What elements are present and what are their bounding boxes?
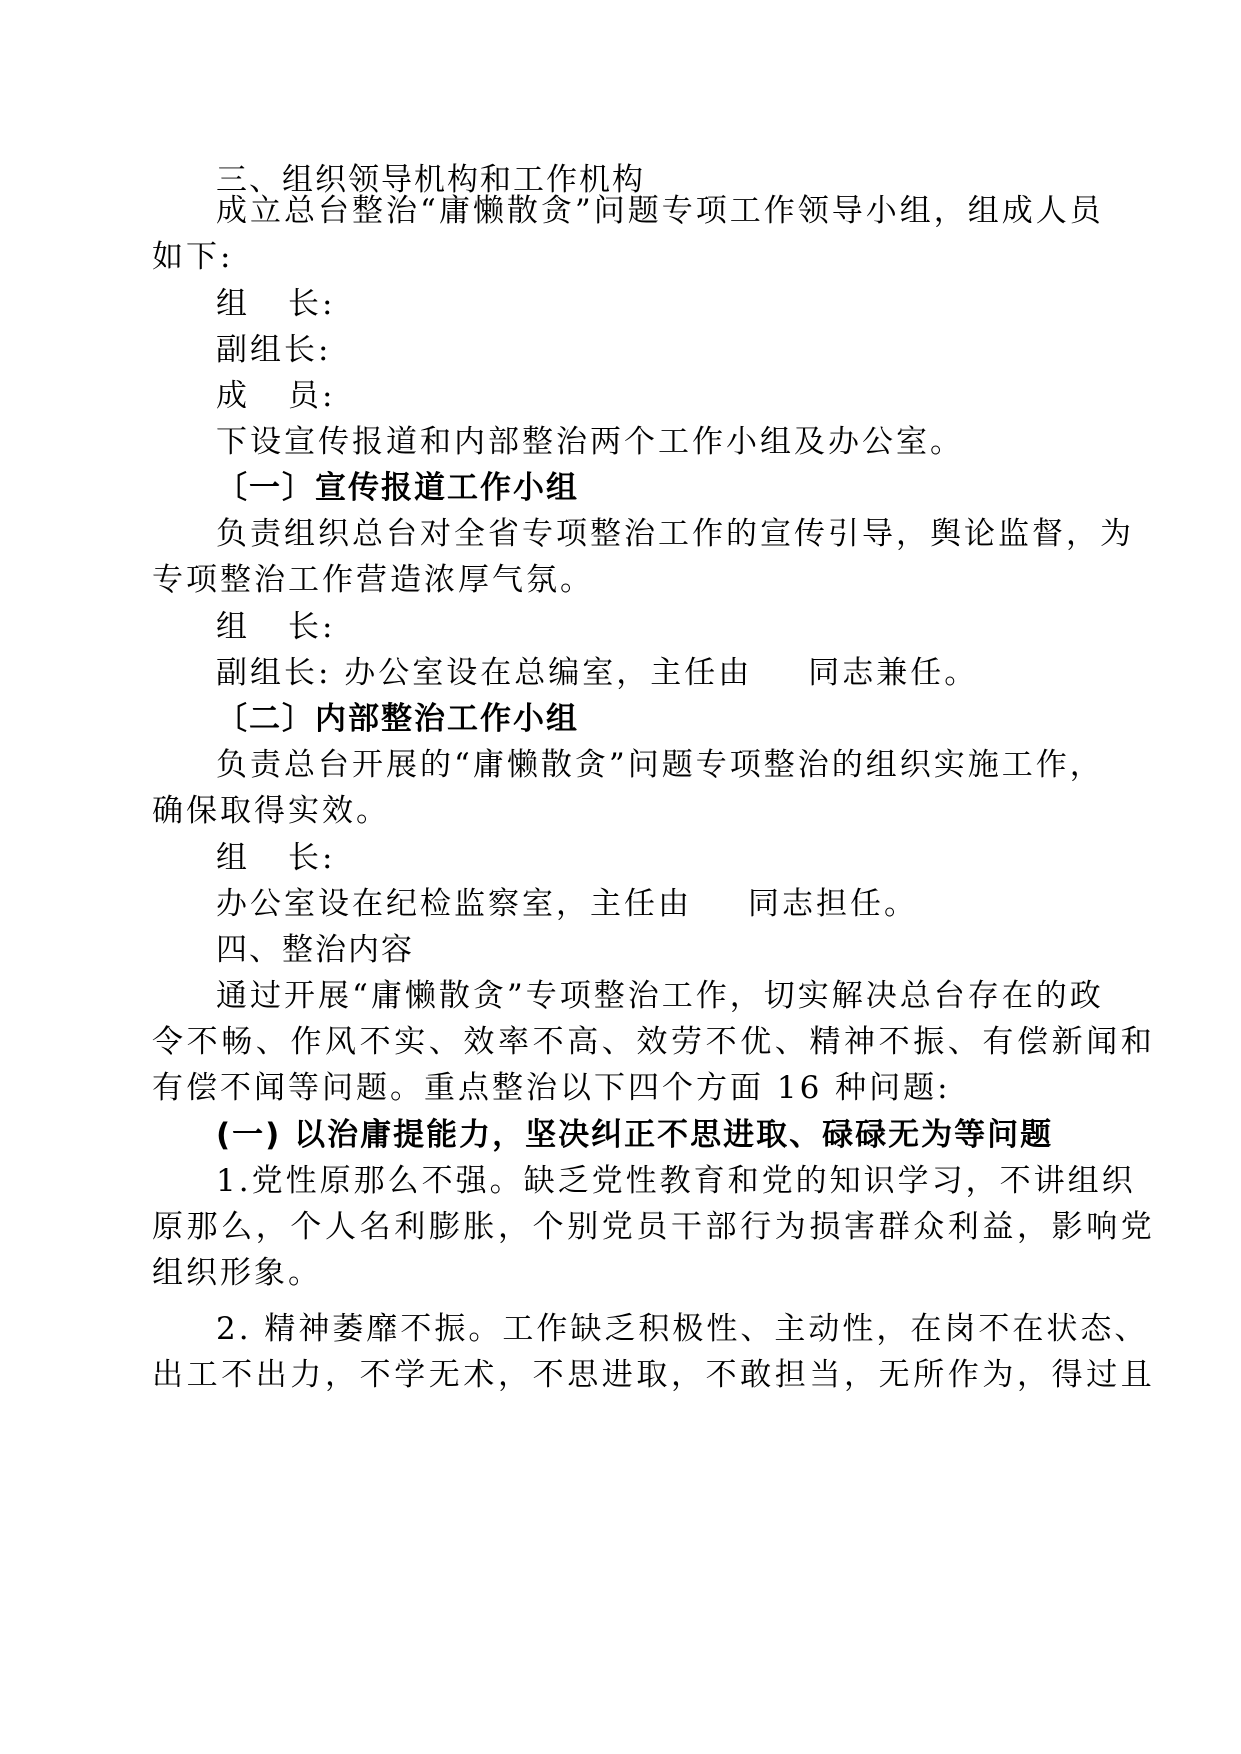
role-label: 员: [288, 378, 336, 414]
heading-section-3: 三、组织领导机构和工作机构 [216, 162, 645, 198]
paragraph-line: 如下: [152, 239, 234, 275]
paragraph-line: 负责总台开展的“庸懒散贪”问题专项整治的组织实施工作， [216, 747, 1104, 783]
group2-title: 〔二〕内部整治工作小组 [216, 701, 579, 737]
paragraph-line: 原那么，个人名利膨胀，个别党员干部行为损害群众利益，影响党 [152, 1209, 1156, 1245]
paragraph-line: 确保取得实效。 [152, 793, 390, 829]
role-label: 长: [288, 840, 336, 876]
office-row [216, 884, 1102, 924]
role-label: 成 [216, 378, 250, 414]
paragraph-line: 1.党性原那么不强。缺乏党性教育和党的知识学习，不讲组织 [216, 1163, 1136, 1199]
paragraph-line: 2. 精神萎靡不振。工作缺乏积极性、主动性，在岗不在状态、 [216, 1311, 1149, 1347]
leader-row [216, 284, 1102, 324]
paragraph-line: 出工不出力，不学无术，不思进取，不敢担当，无所作为，得过且 [152, 1357, 1156, 1393]
paragraph-line: 有偿不闻等问题。重点整治以下四个方面 16 种问题: [152, 1070, 951, 1106]
paragraph-line: 成立总台整治“庸懒散贪”问题专项工作领导小组，组成人员 [216, 193, 1104, 229]
role-label: 长: [288, 609, 336, 645]
paragraph-line: 下设宣传报道和内部整治两个工作小组及办公室。 [216, 424, 964, 460]
paragraph-line: 负责组织总台对全省专项整治工作的宣传引导，舆论监督，为 [216, 516, 1134, 552]
role-label: 长: [288, 286, 336, 322]
paragraph-line: 令不畅、作风不实、效率不高、效劳不优、精神不振、有偿新闻和 [152, 1024, 1156, 1060]
leader-row [216, 838, 1102, 878]
role-label: 组 [216, 609, 250, 645]
office-text: 副组长: 办公室设在总编室，主任由 [216, 655, 753, 691]
deputy-leader-row [216, 653, 1102, 693]
deputy-leader-row: 副组长: [216, 332, 332, 368]
section1-title: (一) 以治庸提能力，坚决纠正不思进取、碌碌无为等问题 [216, 1117, 1054, 1153]
role-label: 组 [216, 840, 250, 876]
member-row [216, 376, 1102, 416]
heading-section-4: 四、整治内容 [216, 932, 414, 968]
office-text: 同志担任。 [748, 886, 918, 922]
role-label: 组 [216, 286, 250, 322]
office-text: 办公室设在纪检监察室，主任由 [216, 886, 692, 922]
office-text: 同志兼任。 [808, 655, 979, 691]
group1-title: 〔一〕宣传报道工作小组 [216, 470, 579, 506]
paragraph-line: 组织形象。 [152, 1255, 322, 1291]
paragraph-line: 通过开展“庸懒散贪”专项整治工作，切实解决总台存在的政 [216, 978, 1104, 1014]
paragraph-line: 专项整治工作营造浓厚气氛。 [152, 562, 594, 598]
leader-row [216, 607, 1102, 647]
